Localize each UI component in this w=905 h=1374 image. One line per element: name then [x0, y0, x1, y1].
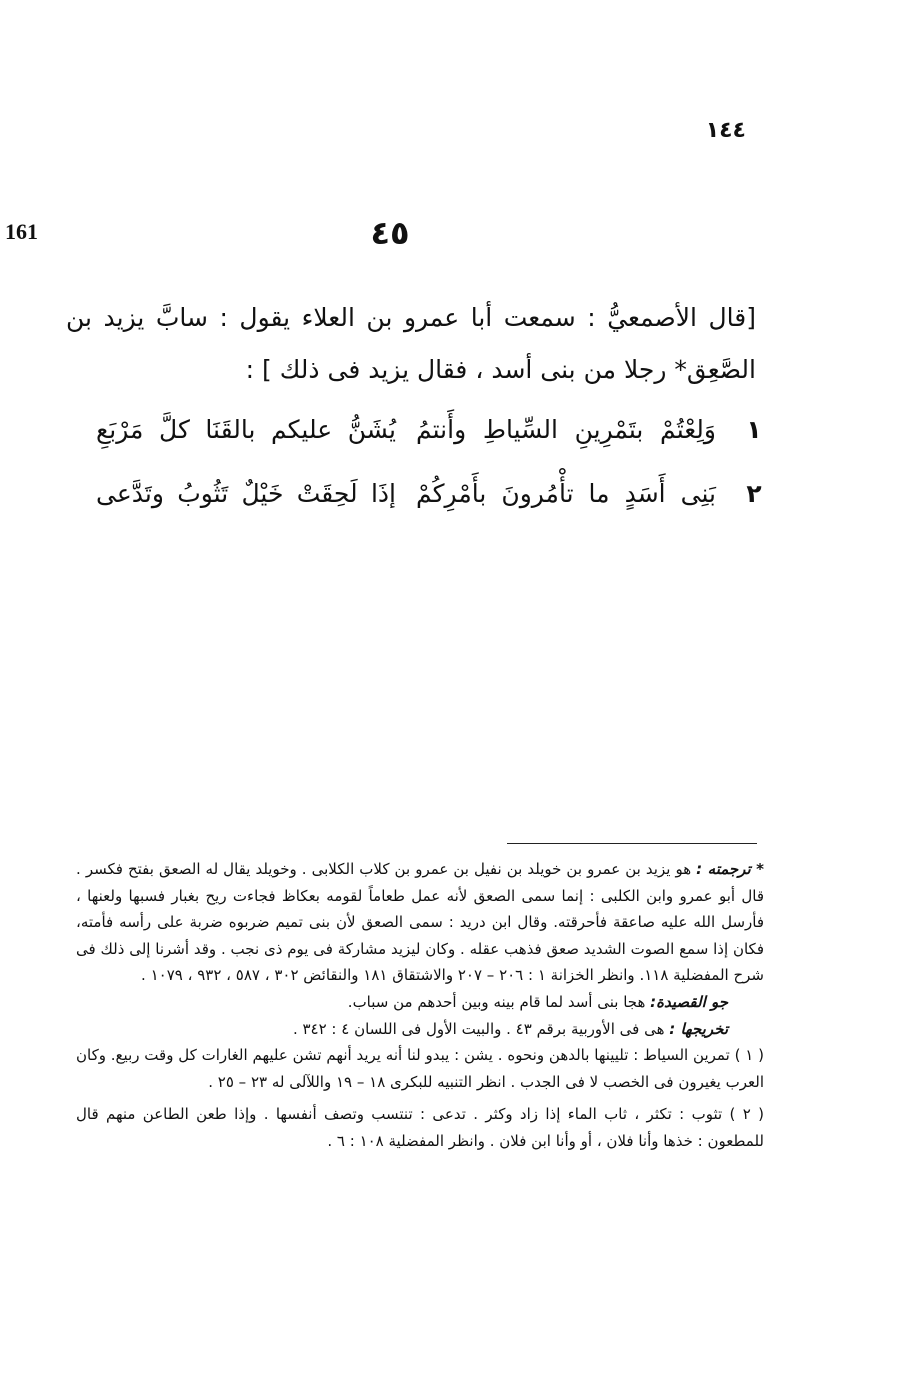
poem-intro: [قال الأصمعيُّ : سمعت أبا عمرو بن العلاء يقول : سابَّ يزيد بن الصَّعِق* رجلا من بنى أسد ، فقال يزيد فى ذلك ] : [66, 303, 756, 384]
footnote-takhrij [76, 1016, 764, 1043]
page-number-latin: 161 [5, 219, 38, 244]
verse-second-hemistich: إذَا لَحِقَتْ خَيْلٌ تَثُوبُ وتَدَّعى [96, 479, 396, 508]
footnote-label: تخريجها : [669, 1019, 728, 1038]
verse-number: ١ [746, 415, 762, 444]
page-number-arabic: ١٤٤ [705, 118, 746, 143]
verse-first-hemistich: وَلِعْتُمْ بتَمْرِينِ السِّياطِ وأَنتمُ [416, 415, 716, 444]
footnote-note-2: ( ٢ ) تثوب : تكثر ، ثاب الماء إذا زاد وكثر . تدعى : تنتسب وتصف أنفسها . وإذا طعن الطاعن منهم قال للمطعون : خذها وأنا فلان ، أو وأنا ابن فلان . وانظر المفضلية ١٠٨ : ٦ . [76, 1105, 765, 1150]
footnote-qasida [76, 989, 764, 1016]
footnote-text: هى فى الأوربية برقم ٤٣ . والبيت الأول فى اللسان ٤ : ٣٤٢ . [292, 1019, 665, 1038]
footnote-label: * ترجمته : [696, 860, 764, 878]
footnote-label: جو القصيدة: [650, 992, 728, 1011]
verse-2 [90, 479, 766, 531]
verse-number: ٢ [746, 479, 762, 508]
verse-first-hemistich: بَنِى أَسَدٍ ما تأْمُرونَ بأَمْرِكُمْ [416, 479, 716, 508]
footnote-tarjama [76, 856, 764, 989]
footnote-divider [507, 843, 757, 844]
poem-number: ٤٥ [370, 214, 410, 252]
footnote-note-1: ( ١ ) تمرين السياط : تليينها بالدهن ونحوه . يشن : يبدو لنا أنه يريد أنهم تشن عليهم الغارات كل وقت ربيع. وكان العرب يغيرون فى الخصب لا فى الجدب . انظر التنبيه للبكرى ١٨ – ١٩ واللآلى له ٢٣ – ٢٥ . [76, 1046, 764, 1091]
verse-second-hemistich: يُشَنُّ عليكم بالقَنَا كلَّ مَرْبَعِ [96, 415, 396, 444]
footnotes [76, 856, 764, 1155]
footnote-text: هو يزيد بن عمرو بن خويلد بن نفيل بن عمرو بن كلاب الكلابى . وخويلد يقال له الصعق بفتح فكسر . قال أبو عمرو وابن الكلبى : إنما سمى الصعق لأنه عمل طعاماً لقومه بعكاظ فجاءت ريح بغبار فسبها ولعنها ، فأرسل الله عليه صاعقة فأحرقته. وقال ابن دريد : سمى الصعق لأن بنى تميم ضربوه ضربة على رأسه فأمته، فكان إذا سمع الصوت الشديد صعق فذهب عقله . وكان ليزيد مشاركة فى يوم ذى نجب . وقد أشرنا إلى ذلك فى شرح المفضلية ١١٨. وانظر الخزانة ١ : ٢٠٦ – ٢٠٧ والاشتقاق ١٨١ والنقائض ٣٠٢ ، ٥٨٧ ، ٩٣٢ ، ١٠٧٩ . [76, 860, 764, 985]
footnote-text: هجا بنى أسد لما قام بينه وبين أحدهم من سباب. [347, 992, 646, 1011]
verse-1 [90, 415, 766, 467]
